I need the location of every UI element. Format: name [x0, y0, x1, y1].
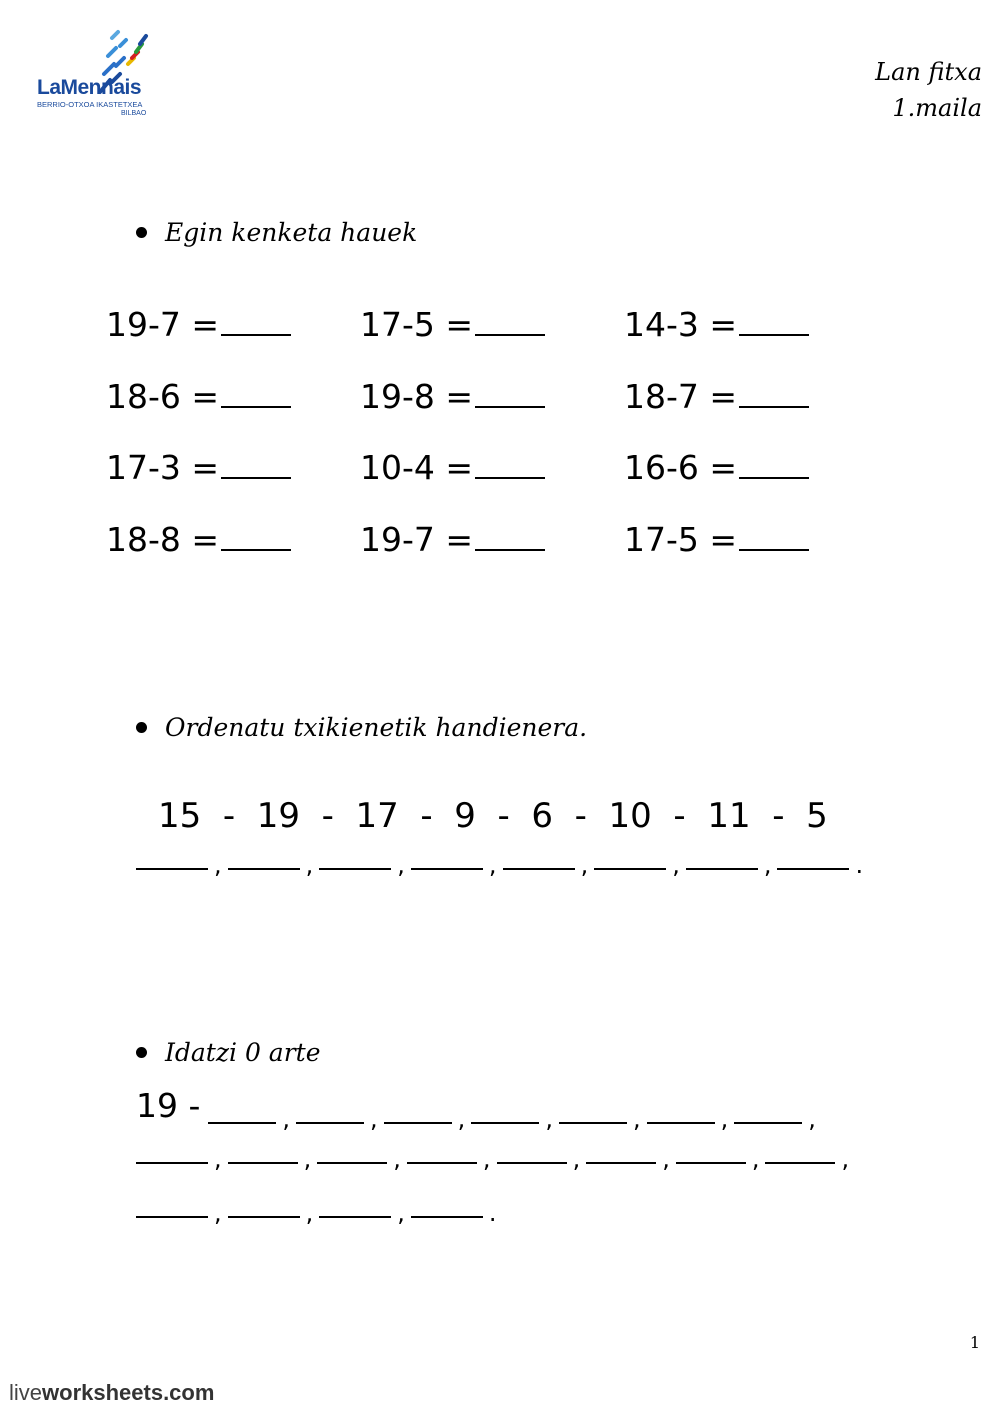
page-number: 1 [969, 1333, 980, 1352]
countdown-start: 19 - [136, 1086, 201, 1125]
answer-blank[interactable] [765, 1160, 835, 1164]
exercise[interactable]: 19-7 = [360, 520, 545, 559]
bullet-icon [136, 227, 147, 238]
exercise[interactable]: 18-6 = [106, 377, 291, 416]
answer-blank[interactable] [475, 545, 545, 551]
answer-blank[interactable] [475, 402, 545, 408]
answer-blank[interactable] [319, 866, 391, 870]
exercise[interactable]: 18-7 = [624, 377, 809, 416]
section-countdown-heading [136, 1038, 321, 1067]
section-title: Idatzi 0 arte [165, 1038, 321, 1067]
answer-blank[interactable] [228, 1214, 300, 1218]
answer-blank[interactable] [319, 1214, 391, 1218]
logo-name: LaMennais [37, 76, 142, 99]
exercise[interactable]: 14-3 = [624, 305, 809, 344]
answer-blank[interactable] [686, 866, 758, 870]
order-answer-row[interactable]: , , , , , , , . [136, 860, 869, 870]
exercise[interactable]: 17-5 = [624, 520, 809, 559]
answer-blank[interactable] [407, 1160, 477, 1164]
answer-blank[interactable] [471, 1120, 539, 1124]
answer-blank[interactable] [136, 1160, 208, 1164]
answer-blank[interactable] [739, 473, 809, 479]
answer-blank[interactable] [594, 866, 666, 870]
answer-blank[interactable] [411, 866, 483, 870]
bullet-icon [136, 1047, 147, 1058]
exercise[interactable]: 18-8 = [106, 520, 291, 559]
answer-blank[interactable] [228, 1160, 298, 1164]
answer-blank[interactable] [136, 1214, 208, 1218]
logo-city: BILBAO [121, 110, 147, 117]
answer-blank[interactable] [739, 402, 809, 408]
answer-blank[interactable] [296, 1120, 364, 1124]
answer-blank[interactable] [475, 473, 545, 479]
section-order-heading [136, 713, 587, 742]
answer-blank[interactable] [208, 1120, 276, 1124]
answer-blank[interactable] [475, 330, 545, 336]
liveworksheets-watermark: liveworksheets.com [9, 1380, 215, 1405]
answer-blank[interactable] [221, 473, 291, 479]
answer-blank[interactable] [676, 1160, 746, 1164]
answer-blank[interactable] [777, 866, 849, 870]
answer-blank[interactable] [136, 866, 208, 870]
answer-blank[interactable] [317, 1160, 387, 1164]
countdown-row-2[interactable]: , , , , , , , , [136, 1154, 855, 1164]
answer-blank[interactable] [497, 1160, 567, 1164]
answer-blank[interactable] [586, 1160, 656, 1164]
answer-blank[interactable] [221, 402, 291, 408]
section-title: Ordenatu txikienetik handienera. [165, 713, 588, 742]
answer-blank[interactable] [221, 545, 291, 551]
bullet-icon [136, 722, 147, 733]
number-sequence: 15 - 19 - 17 - 9 - 6 - 10 - 11 - 5 [158, 796, 828, 836]
exercise[interactable]: 16-6 = [624, 448, 809, 487]
answer-blank[interactable] [734, 1120, 802, 1124]
answer-blank[interactable] [411, 1214, 483, 1218]
countdown-row-3[interactable]: , , , . [136, 1208, 503, 1218]
answer-blank[interactable] [503, 866, 575, 870]
exercise[interactable]: 10-4 = [360, 448, 545, 487]
exercise[interactable]: 17-3 = [106, 448, 291, 487]
answer-blank[interactable] [739, 330, 809, 336]
answer-blank[interactable] [739, 545, 809, 551]
exercise[interactable]: 19-8 = [360, 377, 545, 416]
exercise[interactable]: 17-5 = [360, 305, 545, 344]
grade-level: 1.maila [892, 94, 982, 122]
section-title: Egin kenketa hauek [165, 218, 418, 247]
section-subtraction-heading [136, 218, 417, 247]
worksheet-title: Lan fitxa [875, 58, 982, 86]
answer-blank[interactable] [228, 866, 300, 870]
countdown-row-1[interactable]: 19 - , , , , , , , [136, 1086, 816, 1133]
logo-subtitle: BERRIO-OTXOA IKASTETXEA [37, 100, 143, 109]
answer-blank[interactable] [384, 1120, 452, 1124]
answer-blank[interactable] [647, 1120, 715, 1124]
answer-blank[interactable] [559, 1120, 627, 1124]
exercise[interactable]: 19-7 = [106, 305, 291, 344]
answer-blank[interactable] [221, 330, 291, 336]
